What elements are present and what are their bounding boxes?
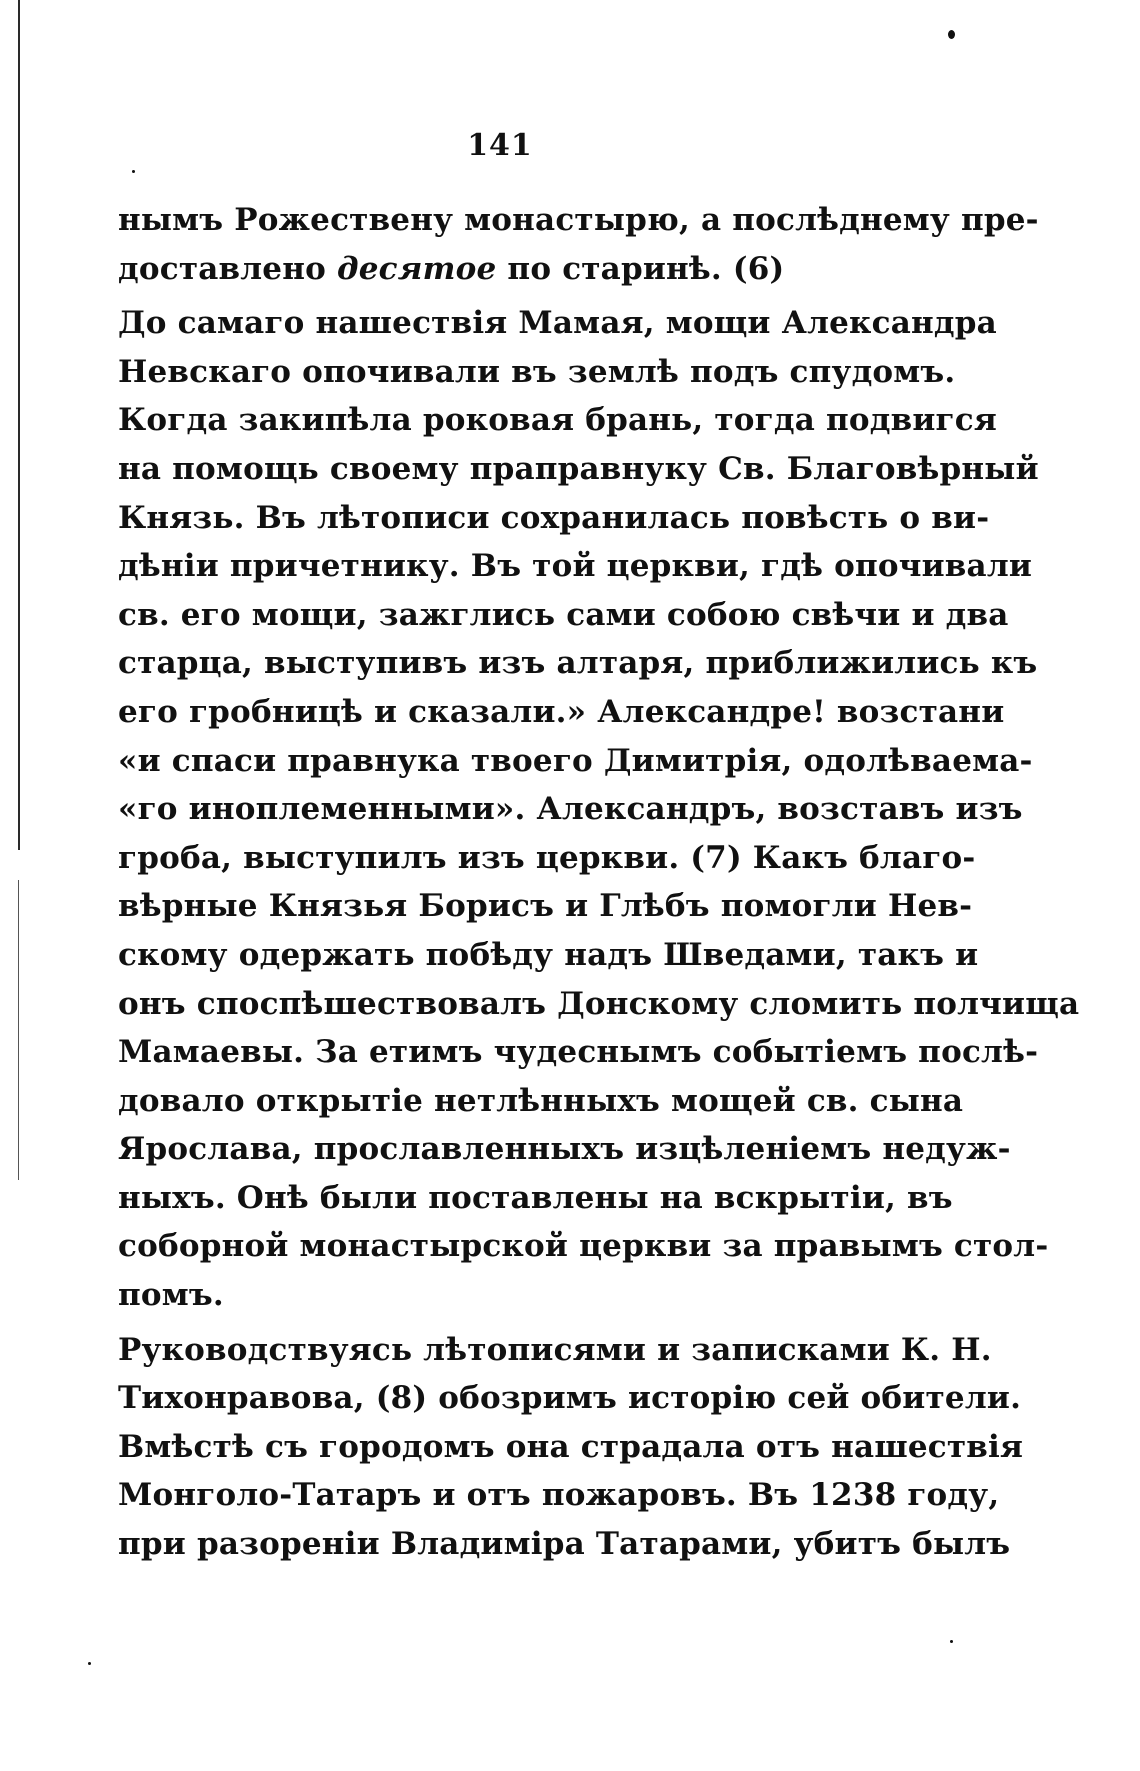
text-line: св. его мощи, зажглись сами собою свѣчи и два <box>118 596 1009 633</box>
text-line: Когда закипѣла роковая брань, тогда подвигся <box>118 402 997 439</box>
text-line: «и спаси правнука твоего Димитрія, одолѣваема- <box>118 742 1033 779</box>
text-line: Монголо-Татаръ и отъ пожаровъ. Въ 1238 году, <box>118 1477 1000 1514</box>
text-line: Руководствуясь лѣтописями и записками К. Н. <box>118 1331 992 1368</box>
text-line: До самаго нашествія Мамая, мощи Александра <box>118 305 997 342</box>
text-line: довало открытіе нетлѣнныхъ мощей св. сына <box>118 1082 964 1119</box>
text-line: «го иноплеменными». Александръ, возставъ изъ <box>118 791 1023 828</box>
ink-speck <box>948 30 955 39</box>
paragraph <box>118 299 1080 1319</box>
text-line: Ярослава, прославленныхъ изцѣленіемъ недуж- <box>118 1131 1011 1168</box>
body-text <box>118 196 1080 1569</box>
text-line: Князь. Въ лѣтописи сохранилась повѣсть о ви- <box>118 499 990 536</box>
text-line: вѣрные Князья Борисъ и Глѣбъ помогли Нев- <box>118 888 973 925</box>
text-line: ныхъ. Онѣ были поставлены на вскрытіи, въ <box>118 1179 953 1216</box>
text-line: Вмѣстѣ съ городомъ она страдала отъ нашествія <box>118 1428 1024 1465</box>
paragraph <box>118 196 1039 293</box>
page-number: 141 <box>467 128 533 163</box>
text-line: Невскаго опочивали въ землѣ подъ спудомъ. <box>118 353 956 390</box>
text-line: дѣніи причетнику. Въ той церкви, гдѣ опочивали <box>118 548 1033 585</box>
text-line: соборной монастырской церкви за правымъ стол- <box>118 1228 1049 1265</box>
text-line: старца, выступивъ изъ алтаря, приближились къ <box>118 645 1038 682</box>
text-line: Тихонравова, (8) обозримъ исторію сей обители. <box>118 1380 1022 1417</box>
paragraph <box>118 1326 1024 1569</box>
ink-speck <box>132 170 135 173</box>
text-line: при разореніи Владиміра Татарами, убитъ былъ <box>118 1526 1011 1563</box>
italic-text-run: десятое <box>337 250 497 287</box>
text-line: нымъ Рожествену монастырю, а послѣднему пре- <box>118 202 1039 238</box>
text-line: Мамаевы. За етимъ чудеснымъ событіемъ послѣ- <box>118 1034 1039 1071</box>
text-line: его гробницѣ и сказали.» Александре! возстани <box>118 693 1005 730</box>
ink-speck <box>88 1662 91 1665</box>
scan-edge-mark-lower <box>18 880 19 1180</box>
text-line: гроба, выступилъ изъ церкви. (7) Какъ благо- <box>118 839 976 876</box>
text-line: помъ. <box>118 1277 224 1314</box>
text-line <box>118 245 908 294</box>
text-line: скому одержать побѣду надъ Шведами, такъ и <box>118 936 979 973</box>
text-line: онъ споспѣшествовалъ Донскому сломить полчища <box>118 985 1080 1022</box>
text-run: доставлено <box>118 250 337 287</box>
text-line: на помощь своему праправнуку Св. Благовѣрный <box>118 450 1039 487</box>
text-run: по старинѣ. (6) <box>496 250 785 287</box>
ink-speck <box>950 1640 953 1643</box>
